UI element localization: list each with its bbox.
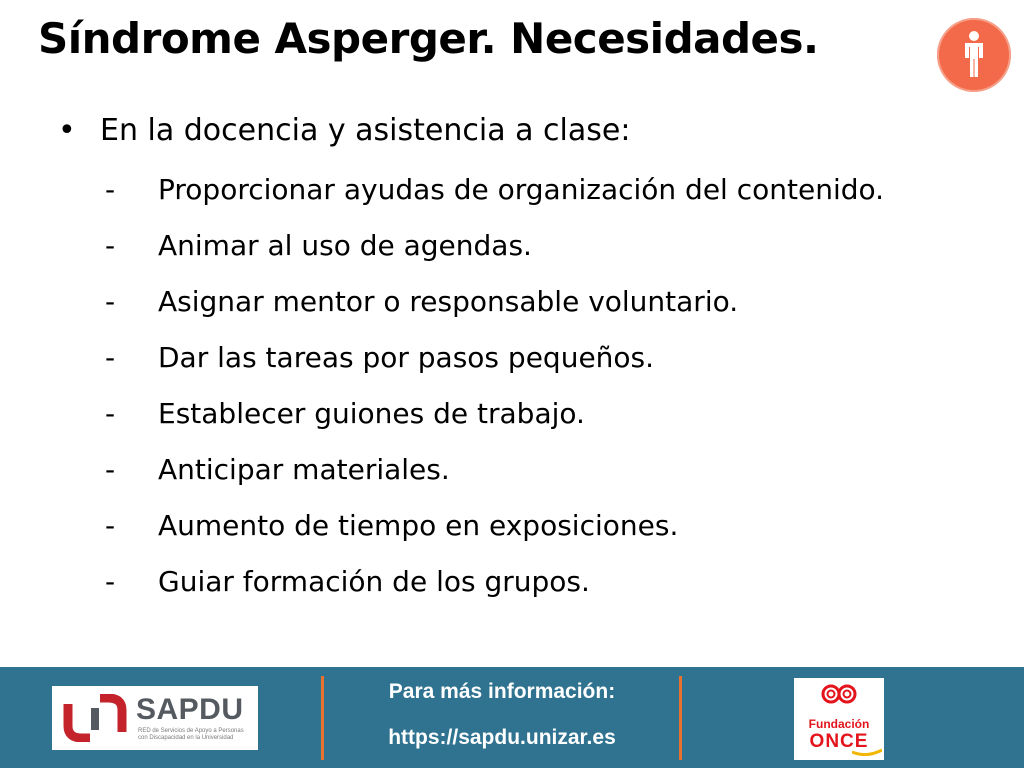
sub-bullet-text: Guiar formación de los grupos. bbox=[158, 565, 590, 598]
sapdu-logo[interactable] bbox=[52, 686, 258, 750]
bullet-dot: • bbox=[58, 113, 76, 148]
sapdu-mark-icon bbox=[62, 694, 128, 742]
once-rings-icon bbox=[820, 682, 858, 716]
sub-bullet-item bbox=[105, 228, 905, 263]
info-label: Para más información: bbox=[388, 680, 616, 703]
dash-marker: - bbox=[105, 173, 116, 206]
sub-bullet-item bbox=[105, 564, 905, 599]
swoosh-icon bbox=[852, 748, 882, 758]
dash-marker: - bbox=[105, 341, 116, 374]
dash-marker: - bbox=[105, 285, 116, 318]
sub-bullet-text: Establecer guiones de trabajo. bbox=[158, 397, 585, 430]
sapdu-subtitle: RED de Servicios de Apoyo a Personas con Discapacidad en la Universidad bbox=[138, 728, 244, 741]
info-url-link[interactable]: https://sapdu.unizar.es bbox=[388, 726, 616, 749]
sub-bullet-item bbox=[105, 508, 905, 543]
once-line2: ONCE bbox=[809, 731, 869, 752]
main-bullet bbox=[58, 113, 630, 148]
fundacion-once-logo[interactable] bbox=[794, 678, 884, 760]
sub-bullet-list bbox=[105, 172, 905, 620]
sub-bullet-item bbox=[105, 396, 905, 431]
dash-marker: - bbox=[105, 509, 116, 542]
sub-bullet-item bbox=[105, 340, 905, 375]
sub-bullet-text: Animar al uso de agendas. bbox=[158, 229, 532, 262]
sub-bullet-item bbox=[105, 284, 905, 319]
sapdu-name: SAPDU bbox=[136, 693, 244, 726]
dash-marker: - bbox=[105, 453, 116, 486]
slide-title: Síndrome Asperger. Necesidades. bbox=[38, 14, 819, 63]
sub-bullet-text: Proporcionar ayudas de organización del contenido. bbox=[158, 173, 885, 206]
sub-bullet-text: Aumento de tiempo en exposiciones. bbox=[158, 509, 679, 542]
sub-bullet-text: Dar las tareas por pasos pequeños. bbox=[158, 341, 655, 374]
sub-bullet-item bbox=[105, 452, 905, 487]
once-line1: Fundación bbox=[808, 717, 870, 731]
main-bullet-text: En la docencia y asistencia a clase: bbox=[100, 113, 631, 148]
dash-marker: - bbox=[105, 565, 116, 598]
footer-divider bbox=[679, 676, 682, 760]
sub-bullet-text: Asignar mentor o responsable voluntario. bbox=[158, 285, 739, 318]
sub-bullet-text: Anticipar materiales. bbox=[158, 453, 450, 486]
person-standing-icon bbox=[937, 18, 1011, 92]
sub-bullet-item bbox=[105, 172, 905, 207]
dash-marker: - bbox=[105, 229, 116, 262]
dash-marker: - bbox=[105, 397, 116, 430]
footer-divider bbox=[321, 676, 324, 760]
